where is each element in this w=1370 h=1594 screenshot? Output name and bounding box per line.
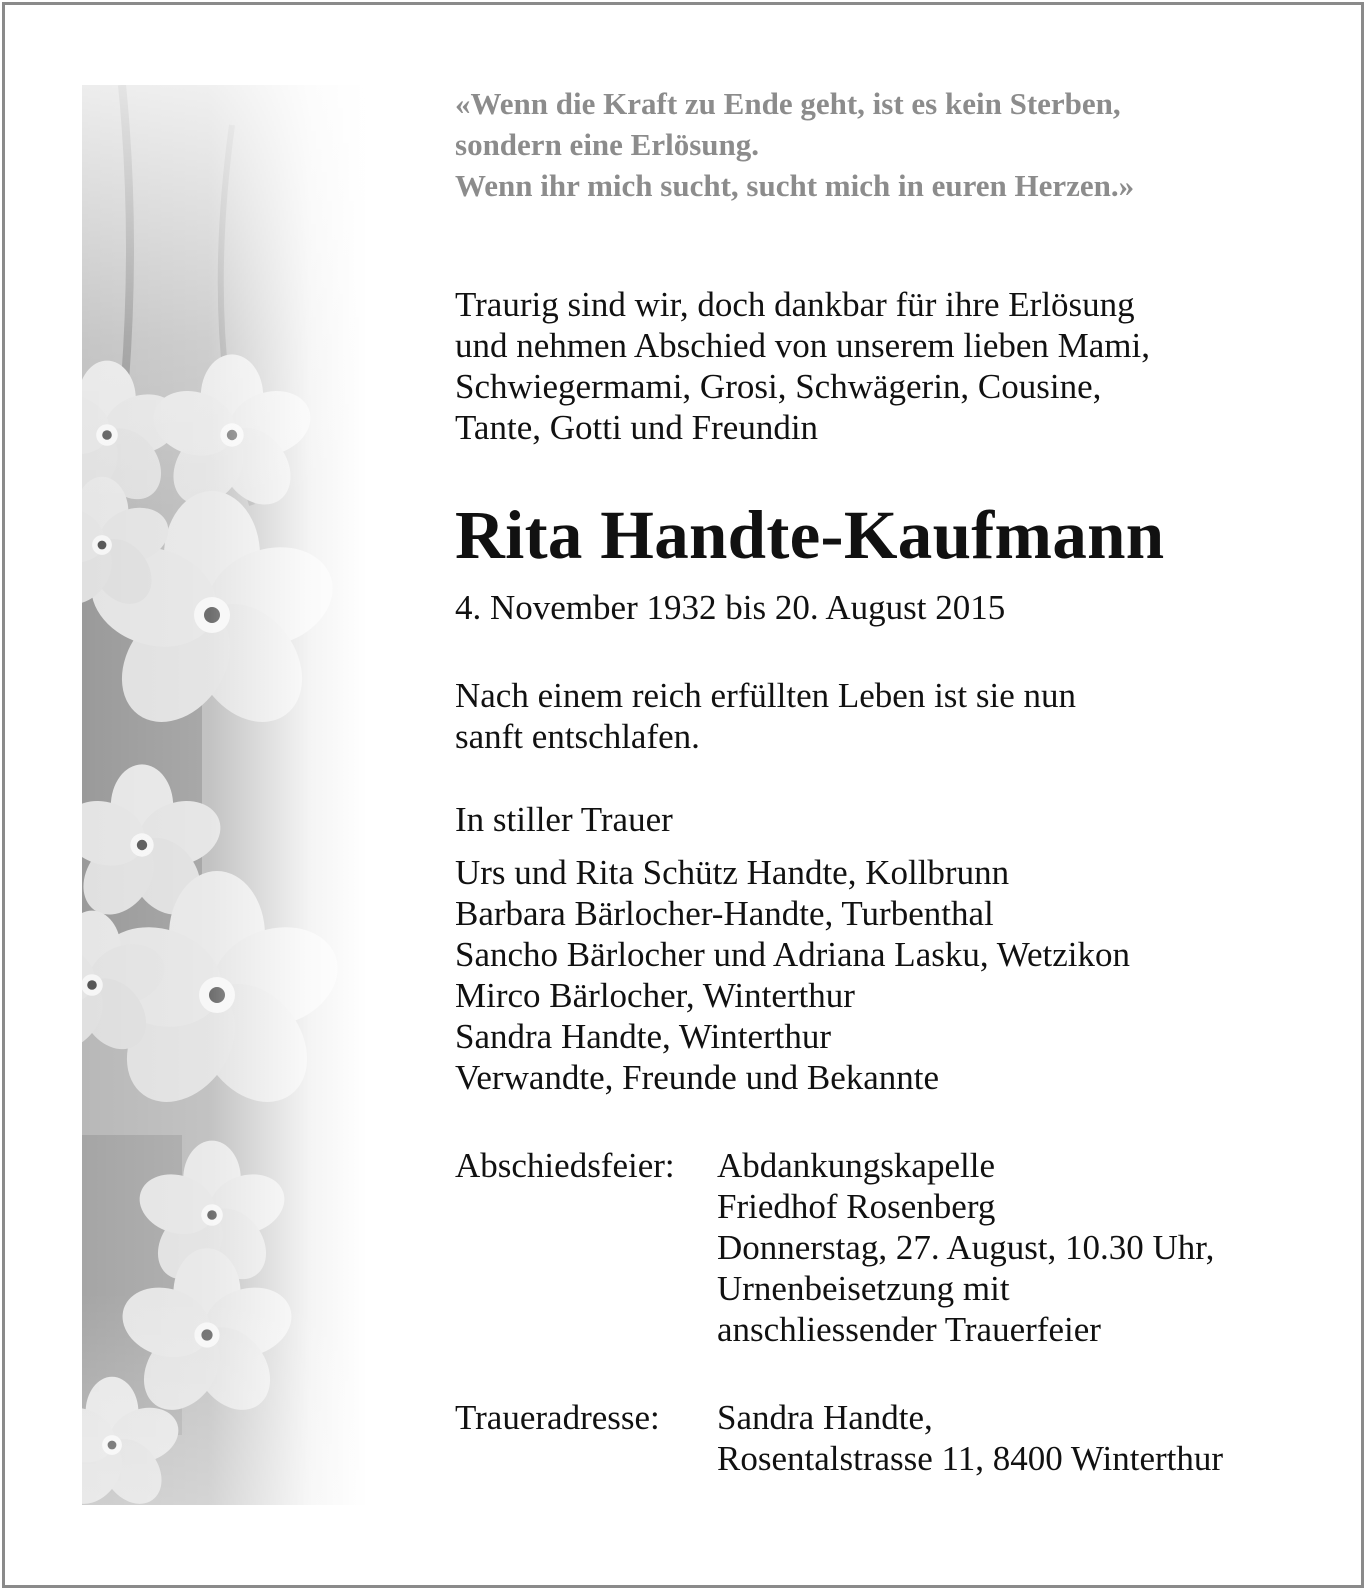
lifespan-dates: 4. November 1932 bis 20. August 2015 (455, 588, 1006, 627)
quote-line: «Wenn die Kraft zu Ende geht, ist es kein Sterben, (455, 86, 1121, 121)
quote-line: sondern eine Erlösung. (455, 127, 760, 162)
address-line: Sandra Handte, (717, 1398, 933, 1437)
address-line: Rosentalstrasse 11, 8400 Winterthur (717, 1439, 1224, 1478)
ceremony-label: Abschiedsfeier: (455, 1146, 675, 1185)
ceremony-line: anschliessender Trauerfeier (717, 1310, 1101, 1349)
address-details (717, 1397, 1223, 1479)
passing-statement (455, 675, 1335, 757)
statement-line: sanft entschlafen. (455, 717, 700, 756)
intro-line: und nehmen Abschied von unserem lieben Mami, (455, 326, 1150, 365)
ceremony-line: Urnenbeisetzung mit (717, 1269, 1010, 1308)
mourner-entry: Barbara Bärlocher-Handte, Turbenthal (455, 894, 994, 933)
mourner-entry: Urs und Rita Schütz Handte, Kollbrunn (455, 853, 1010, 892)
farewell-intro (455, 284, 1335, 448)
ceremony-details (717, 1145, 1214, 1350)
ceremony-line: Abdankungskapelle (717, 1146, 995, 1185)
mourning-label: In stiller Trauer (455, 800, 673, 839)
intro-line: Tante, Gotti und Freundin (455, 408, 819, 447)
ceremony-line: Donnerstag, 27. August, 10.30 Uhr, (717, 1228, 1215, 1267)
address-label: Traueradresse: (455, 1398, 660, 1437)
ceremony-line: Friedhof Rosenberg (717, 1187, 996, 1226)
mourners-list (455, 852, 1335, 1098)
mourner-entry: Mirco Bärlocher, Winterthur (455, 976, 855, 1015)
ceremony-info (455, 1145, 1335, 1350)
intro-line: Traurig sind wir, doch dankbar für ihre Erlösung (455, 285, 1135, 324)
mourner-entry: Sandra Handte, Winterthur (455, 1017, 832, 1056)
quote-line: Wenn ihr mich sucht, sucht mich in euren Herzen.» (455, 168, 1135, 203)
intro-line: Schwiegermami, Grosi, Schwägerin, Cousine, (455, 367, 1102, 406)
deceased-name: Rita Handte-Kaufmann (455, 497, 1165, 573)
mourning-address (455, 1397, 1335, 1479)
forget-me-not-flowers-image (82, 85, 367, 1505)
mourner-entry: Verwandte, Freunde und Bekannte (455, 1058, 940, 1097)
statement-line: Nach einem reich erfüllten Leben ist sie nun (455, 676, 1077, 715)
obituary-text (455, 83, 1335, 1479)
mourner-entry: Sancho Bärlocher und Adriana Lasku, Wetzikon (455, 935, 1130, 974)
memorial-quote (455, 83, 1335, 206)
